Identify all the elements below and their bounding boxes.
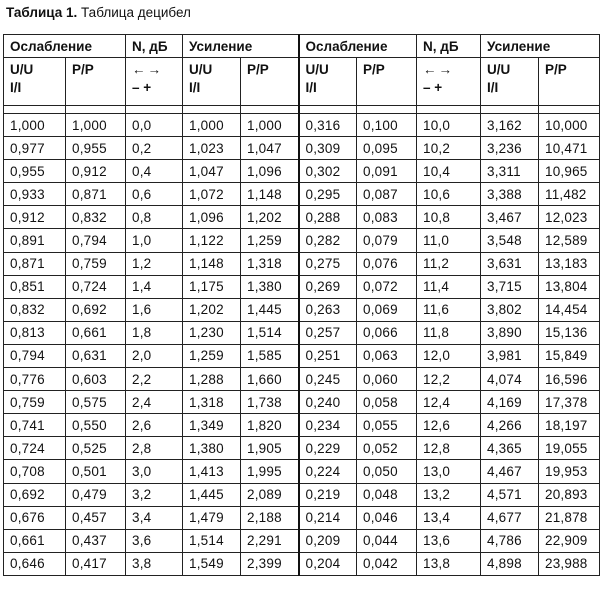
- table-cell: 0,251: [299, 344, 357, 367]
- table-row: [4, 344, 600, 367]
- table-cell: 0,457: [66, 506, 126, 529]
- table-cell: 10,965: [539, 160, 600, 183]
- table-cell: 3,2: [126, 483, 183, 506]
- table-cell: 1,995: [241, 460, 299, 483]
- table-cell: 0,759: [4, 391, 66, 414]
- table-cell: 0,087: [357, 183, 417, 206]
- table-cell: 4,571: [481, 483, 539, 506]
- table-cell: 12,0: [417, 344, 481, 367]
- table-cell: 1,000: [241, 114, 299, 137]
- sub-ratio-p: P/P: [539, 58, 600, 106]
- table-cell: 18,197: [539, 414, 600, 437]
- table-cell: 0,091: [357, 160, 417, 183]
- table-cell: 0,245: [299, 368, 357, 391]
- table-cell: 0,501: [66, 460, 126, 483]
- table-cell: 1,514: [241, 321, 299, 344]
- table-cell: 0,063: [357, 344, 417, 367]
- table-row: [4, 460, 600, 483]
- table-cell: 0,575: [66, 391, 126, 414]
- table-cell: 1,000: [4, 114, 66, 137]
- table-row: [4, 391, 600, 414]
- table-cell: 13,4: [417, 506, 481, 529]
- table-row: [4, 368, 600, 391]
- table-cell: 1,549: [183, 552, 241, 575]
- table-cell: 0,219: [299, 483, 357, 506]
- table-cell: 11,4: [417, 275, 481, 298]
- table-cell: 0,794: [66, 229, 126, 252]
- table-cell: 0,977: [4, 137, 66, 160]
- table-cell: 0,050: [357, 460, 417, 483]
- subheader-row: [4, 58, 600, 106]
- decibel-table-container: [3, 34, 599, 576]
- sub-ratio-ui: U/U I/I: [299, 58, 357, 106]
- table-cell: 0,676: [4, 506, 66, 529]
- table-cell: 13,804: [539, 275, 600, 298]
- table-cell: 1,096: [183, 206, 241, 229]
- table-cell: 1,738: [241, 391, 299, 414]
- table-cell: 1,288: [183, 368, 241, 391]
- table-cell: 1,380: [183, 437, 241, 460]
- table-cell: 3,548: [481, 229, 539, 252]
- table-cell: 0,209: [299, 529, 357, 552]
- table-cell: 0,661: [66, 321, 126, 344]
- table-cell: 0,646: [4, 552, 66, 575]
- table-cell: 0,288: [299, 206, 357, 229]
- table-cell: 0,072: [357, 275, 417, 298]
- table-cell: 0,6: [126, 183, 183, 206]
- table-cell: 0,282: [299, 229, 357, 252]
- table-cell: 4,898: [481, 552, 539, 575]
- table-cell: 10,4: [417, 160, 481, 183]
- table-cell: 1,318: [241, 252, 299, 275]
- table-cell: 13,0: [417, 460, 481, 483]
- table-cell: 0,229: [299, 437, 357, 460]
- table-cell: 1,202: [241, 206, 299, 229]
- table-cell: 0,214: [299, 506, 357, 529]
- table-cell: 2,4: [126, 391, 183, 414]
- table-cell: 0,933: [4, 183, 66, 206]
- table-cell: 2,188: [241, 506, 299, 529]
- table-cell: 1,445: [241, 298, 299, 321]
- table-cell: 0,052: [357, 437, 417, 460]
- table-cell: 1,096: [241, 160, 299, 183]
- table-cell: 1,6: [126, 298, 183, 321]
- direction-arrows: ←→: [132, 62, 163, 77]
- table-cell: 0,955: [66, 137, 126, 160]
- table-cell: 2,291: [241, 529, 299, 552]
- table-cell: 3,802: [481, 298, 539, 321]
- table-cell: 0,046: [357, 506, 417, 529]
- header-attenuation-2: Ослабление: [299, 35, 417, 58]
- table-cell: 12,4: [417, 391, 481, 414]
- table-cell: 23,988: [539, 552, 600, 575]
- table-cell: 0,083: [357, 206, 417, 229]
- table-row: [4, 321, 600, 344]
- table-row: [4, 229, 600, 252]
- table-cell: 3,311: [481, 160, 539, 183]
- table-cell: 2,6: [126, 414, 183, 437]
- table-cell: 3,236: [481, 137, 539, 160]
- table-cell: 0,2: [126, 137, 183, 160]
- header-n-db: N, дБ: [126, 35, 183, 58]
- table-cell: 0,269: [299, 275, 357, 298]
- table-cell: 2,8: [126, 437, 183, 460]
- direction-signs: – +: [132, 80, 152, 95]
- table-cell: 0,891: [4, 229, 66, 252]
- table-cell: 2,089: [241, 483, 299, 506]
- sub-ratio-ui: U/U I/I: [4, 58, 66, 106]
- table-cell: 0,204: [299, 552, 357, 575]
- table-cell: 0,275: [299, 252, 357, 275]
- table-cell: 0,263: [299, 298, 357, 321]
- table-row: [4, 137, 600, 160]
- table-cell: 0,8: [126, 206, 183, 229]
- table-cell: 3,890: [481, 321, 539, 344]
- table-cell: 4,365: [481, 437, 539, 460]
- table-cell: 3,0: [126, 460, 183, 483]
- table-cell: 22,909: [539, 529, 600, 552]
- table-cell: 3,981: [481, 344, 539, 367]
- table-cell: 3,6: [126, 529, 183, 552]
- table-cell: 3,388: [481, 183, 539, 206]
- table-cell: 0,741: [4, 414, 66, 437]
- table-row: [4, 275, 600, 298]
- table-cell: 0,851: [4, 275, 66, 298]
- table-cell: 1,445: [183, 483, 241, 506]
- table-cell: 4,074: [481, 368, 539, 391]
- table-cell: 19,055: [539, 437, 600, 460]
- table-cell: 1,585: [241, 344, 299, 367]
- table-cell: 0,309: [299, 137, 357, 160]
- table-cell: 0,550: [66, 414, 126, 437]
- table-cell: 0,048: [357, 483, 417, 506]
- table-cell: 1,514: [183, 529, 241, 552]
- table-cell: 12,8: [417, 437, 481, 460]
- table-cell: 17,378: [539, 391, 600, 414]
- table-cell: 4,266: [481, 414, 539, 437]
- table-cell: 11,6: [417, 298, 481, 321]
- table-cell: 1,122: [183, 229, 241, 252]
- table-cell: 0,661: [4, 529, 66, 552]
- table-cell: 11,482: [539, 183, 600, 206]
- table-row: [4, 506, 600, 529]
- table-cell: 10,6: [417, 183, 481, 206]
- table-cell: 1,047: [241, 137, 299, 160]
- table-cell: 1,000: [66, 114, 126, 137]
- sub-ratio-p: P/P: [357, 58, 417, 106]
- table-cell: 1,000: [183, 114, 241, 137]
- table-cell: 0,525: [66, 437, 126, 460]
- table-row: [4, 529, 600, 552]
- table-row: [4, 298, 600, 321]
- table-cell: 10,471: [539, 137, 600, 160]
- table-row: [4, 160, 600, 183]
- table-cell: 0,871: [66, 183, 126, 206]
- table-cell: 3,8: [126, 552, 183, 575]
- table-cell: 0,079: [357, 229, 417, 252]
- table-cell: 15,136: [539, 321, 600, 344]
- table-cell: 1,905: [241, 437, 299, 460]
- table-cell: 0,871: [4, 252, 66, 275]
- header-attenuation: Ослабление: [4, 35, 126, 58]
- table-cell: 1,072: [183, 183, 241, 206]
- table-row: [4, 206, 600, 229]
- table-cell: 0,295: [299, 183, 357, 206]
- table-cell: 0,095: [357, 137, 417, 160]
- table-cell: 0,631: [66, 344, 126, 367]
- table-cell: 0,058: [357, 391, 417, 414]
- table-cell: 2,399: [241, 552, 299, 575]
- table-cell: 0,479: [66, 483, 126, 506]
- table-cell: 14,454: [539, 298, 600, 321]
- sub-ratio-p: P/P: [241, 58, 299, 106]
- table-cell: 11,8: [417, 321, 481, 344]
- table-cell: 12,2: [417, 368, 481, 391]
- header-gain-2: Усиление: [481, 35, 600, 58]
- table-cell: 3,715: [481, 275, 539, 298]
- table-cell: 4,467: [481, 460, 539, 483]
- table-cell: 1,259: [241, 229, 299, 252]
- header-n-db-2: N, дБ: [417, 35, 481, 58]
- table-cell: 19,953: [539, 460, 600, 483]
- table-cell: 11,0: [417, 229, 481, 252]
- table-cell: 2,2: [126, 368, 183, 391]
- table-cell: 21,878: [539, 506, 600, 529]
- table-cell: 2,0: [126, 344, 183, 367]
- table-cell: 0,708: [4, 460, 66, 483]
- table-cell: 11,2: [417, 252, 481, 275]
- table-row: [4, 552, 600, 575]
- table-cell: 1,318: [183, 391, 241, 414]
- table-cell: 0,912: [4, 206, 66, 229]
- table-cell: 0,724: [66, 275, 126, 298]
- table-cell: 1,4: [126, 275, 183, 298]
- table-cell: 15,849: [539, 344, 600, 367]
- table-cell: 12,589: [539, 229, 600, 252]
- decibel-table: [3, 34, 600, 576]
- table-cell: 0,692: [4, 483, 66, 506]
- table-cell: 12,023: [539, 206, 600, 229]
- table-cell: 1,023: [183, 137, 241, 160]
- table-caption: [6, 5, 191, 21]
- table-cell: 10,0: [417, 114, 481, 137]
- sub-ratio-ui: U/U I/I: [183, 58, 241, 106]
- direction-arrows: ←→: [423, 62, 455, 77]
- table-cell: 1,820: [241, 414, 299, 437]
- table-cell: 0,4: [126, 160, 183, 183]
- table-cell: 1,148: [183, 252, 241, 275]
- sub-direction: [126, 58, 183, 106]
- direction-signs: – +: [423, 80, 443, 95]
- table-cell: 16,596: [539, 368, 600, 391]
- table-cell: 0,066: [357, 321, 417, 344]
- table-row: [4, 183, 600, 206]
- table-cell: 1,148: [241, 183, 299, 206]
- table-cell: 0,832: [66, 206, 126, 229]
- table-cell: 0,813: [4, 321, 66, 344]
- table-cell: 3,4: [126, 506, 183, 529]
- caption-number: Таблица 1.: [6, 5, 78, 20]
- table-cell: 13,6: [417, 529, 481, 552]
- table-cell: 0,417: [66, 552, 126, 575]
- table-cell: 13,183: [539, 252, 600, 275]
- table-cell: 0,240: [299, 391, 357, 414]
- header-row: [4, 35, 600, 58]
- table-cell: 0,302: [299, 160, 357, 183]
- table-cell: 3,631: [481, 252, 539, 275]
- table-cell: 4,169: [481, 391, 539, 414]
- spacer-row: [4, 106, 600, 114]
- table-cell: 0,912: [66, 160, 126, 183]
- table-cell: 0,234: [299, 414, 357, 437]
- table-cell: 1,202: [183, 298, 241, 321]
- sub-direction: [417, 58, 481, 106]
- table-cell: 0,060: [357, 368, 417, 391]
- table-cell: 1,0: [126, 229, 183, 252]
- table-cell: 10,000: [539, 114, 600, 137]
- table-cell: 0,0: [126, 114, 183, 137]
- table-body: [4, 114, 600, 576]
- table-cell: 3,467: [481, 206, 539, 229]
- table-cell: 0,224: [299, 460, 357, 483]
- table-row: [4, 114, 600, 137]
- table-cell: 1,8: [126, 321, 183, 344]
- table-cell: 0,794: [4, 344, 66, 367]
- table-cell: 1,175: [183, 275, 241, 298]
- table-cell: 0,437: [66, 529, 126, 552]
- table-cell: 0,776: [4, 368, 66, 391]
- table-cell: 1,259: [183, 344, 241, 367]
- table-cell: 13,2: [417, 483, 481, 506]
- table-cell: 0,759: [66, 252, 126, 275]
- table-cell: 0,100: [357, 114, 417, 137]
- table-cell: 0,069: [357, 298, 417, 321]
- table-cell: 13,8: [417, 552, 481, 575]
- table-cell: 1,380: [241, 275, 299, 298]
- table-cell: 0,316: [299, 114, 357, 137]
- table-row: [4, 437, 600, 460]
- sub-ratio-ui: U/U I/I: [481, 58, 539, 106]
- table-cell: 1,349: [183, 414, 241, 437]
- header-gain: Усиление: [183, 35, 299, 58]
- table-cell: 0,055: [357, 414, 417, 437]
- table-cell: 1,413: [183, 460, 241, 483]
- table-cell: 4,677: [481, 506, 539, 529]
- table-cell: 3,162: [481, 114, 539, 137]
- table-cell: 0,044: [357, 529, 417, 552]
- table-cell: 0,724: [4, 437, 66, 460]
- table-cell: 0,076: [357, 252, 417, 275]
- table-cell: 10,2: [417, 137, 481, 160]
- table-cell: 1,047: [183, 160, 241, 183]
- table-cell: 0,955: [4, 160, 66, 183]
- table-cell: 4,786: [481, 529, 539, 552]
- table-cell: 0,257: [299, 321, 357, 344]
- sub-ratio-p: P/P: [66, 58, 126, 106]
- table-cell: 0,603: [66, 368, 126, 391]
- table-cell: 10,8: [417, 206, 481, 229]
- table-cell: 12,6: [417, 414, 481, 437]
- table-cell: 0,692: [66, 298, 126, 321]
- table-cell: 0,832: [4, 298, 66, 321]
- table-cell: 1,2: [126, 252, 183, 275]
- table-cell: 1,479: [183, 506, 241, 529]
- table-row: [4, 483, 600, 506]
- table-cell: 0,042: [357, 552, 417, 575]
- table-cell: 1,660: [241, 368, 299, 391]
- table-row: [4, 252, 600, 275]
- table-cell: 1,230: [183, 321, 241, 344]
- table-cell: 20,893: [539, 483, 600, 506]
- table-row: [4, 414, 600, 437]
- caption-title: Таблица децибел: [81, 5, 191, 20]
